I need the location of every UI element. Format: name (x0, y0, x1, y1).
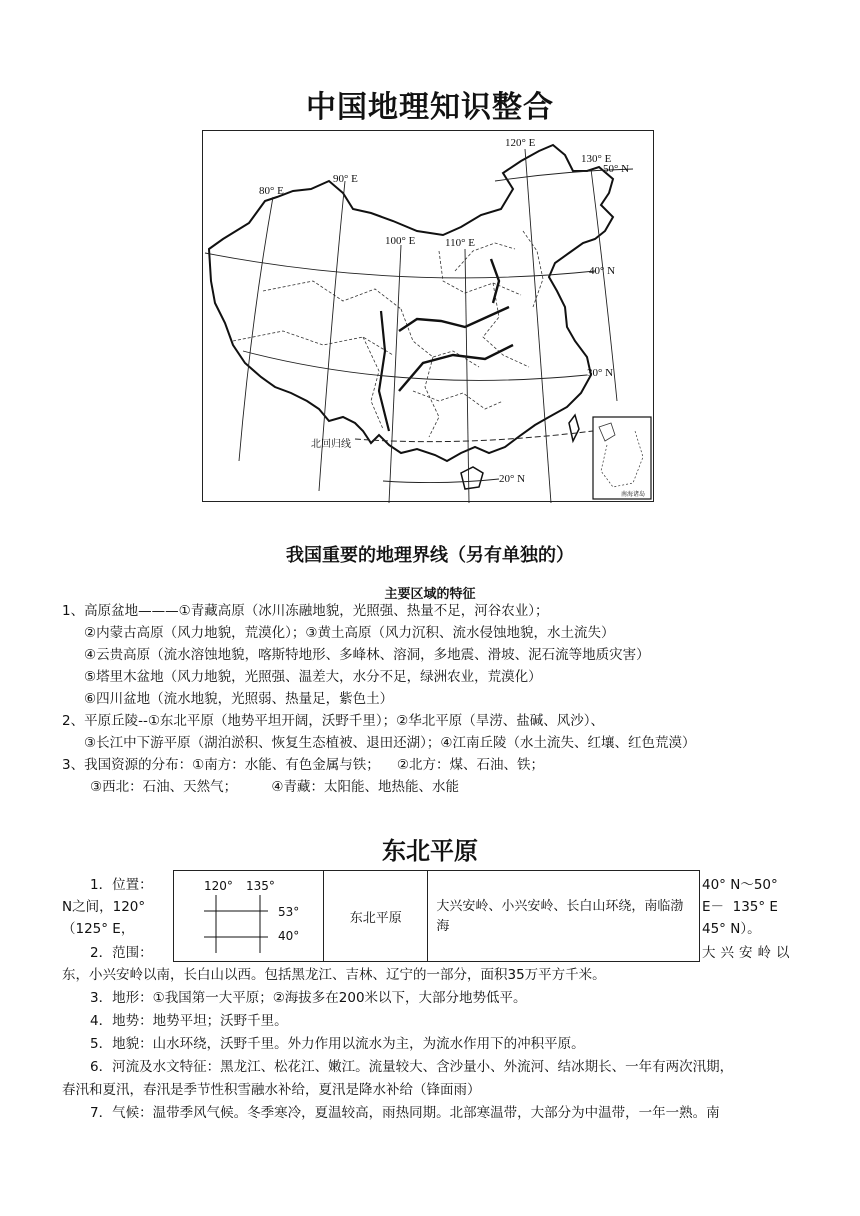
range-frag-r4: 大兴安岭以 (702, 945, 795, 961)
label-inset: 南海诸岛 (621, 491, 646, 498)
item-climate: 7．气候：温带季风气候。冬季寒冷，夏温较高，雨热同期。北部寒温带，大部分为中温带，一年一熟。南 (90, 1105, 720, 1121)
item-relief: 4．地势：地势平坦；沃野千里。 (90, 1013, 288, 1029)
diagram-label-53: 53° (278, 905, 300, 919)
divide-line-3 (399, 345, 513, 391)
position-frag-r2: E－ 135° E (702, 899, 778, 915)
label-lon90: 90° E (333, 173, 358, 185)
diagram-label-40: 40° (278, 929, 300, 943)
section-heading-northeast-plain: 东北平原 (382, 837, 478, 865)
label-lat50: 50° N (603, 163, 630, 175)
region-line-7: ③长江中下游平原（湖泊淤积、恢复生态植被、退田还湖）；④江南丘陵（水土流失、红壤、红色荒漠） (84, 735, 696, 751)
region-line-9: ③西北：石油、天然气； ④青藏：太阳能、地热能、水能 (90, 779, 460, 795)
tropic-of-cancer (355, 431, 593, 442)
position-frag-2: N之间，120° (62, 899, 146, 915)
diagram-label-135: 135° (246, 879, 275, 893)
table-name-cell (324, 871, 428, 961)
item-terrain: 3．地形：①我国第一大平原；②海拔多在200米以下，大部分地势低平。 (90, 990, 527, 1006)
range-continued: 东，小兴安岭以南，长白山以西。包括黑龙江、吉林、辽宁的一部分，面积35万平方千米。 (62, 967, 606, 983)
province-borders (233, 231, 543, 437)
label-lon80: 80° E (259, 185, 284, 197)
label-lon110: 110° E (445, 237, 475, 249)
parallel-30 (243, 351, 587, 380)
label-lat20: 20° N (499, 473, 526, 485)
region-line-5: ⑥四川盆地（流水地貌，光照弱、热量足，紫色土） (84, 691, 394, 707)
label-lon120: 120° E (505, 137, 536, 149)
label-lon130: 130° E (581, 153, 612, 165)
diagram-label-120: 120° (204, 879, 233, 893)
section-subheading-regions: 主要区域的特征 (384, 587, 476, 602)
range-label: 2．范围： (90, 945, 153, 961)
taiwan-island (569, 415, 579, 441)
table-diagram-cell (174, 871, 324, 961)
hainan-island (461, 467, 483, 489)
divide-line-2 (491, 259, 499, 303)
region-line-4: ⑤塔里木盆地（风力地貌，光照强、温差大，水分不足，绿洲农业，荒漠化） (84, 669, 542, 685)
item-rivers: 6．河流及水文特征：黑龙江、松花江、嫩江。流量较大、含沙量小、外流河、结冰期长、一年有两次汛期， (90, 1059, 734, 1075)
region-line-2: ②内蒙古高原（风力地貌，荒漠化）；③黄土高原（风力沉积、流水侵蚀地貌，水土流失） (84, 625, 615, 641)
table-region-name: 东北平原 (349, 910, 402, 926)
region-line-8: 3、我国资源的分布：①南方：水能、有色金属与铁； ②北方：煤、石油、铁； (62, 757, 544, 773)
divide-line-4 (379, 311, 389, 431)
position-frag-r1: 40° N～50° (702, 877, 778, 893)
meridian-80 (239, 197, 273, 461)
section-heading-boundaries: 我国重要的地理界线（另有单独的） (286, 545, 574, 566)
label-lat30: 30° N (587, 367, 614, 379)
region-line-6: 2、平原丘陵--①东北平原（地势平坦开阔，沃野千里）；②华北平原（旱涝、盐碱、风沙）、 (62, 713, 605, 729)
table-desc-cell (428, 871, 699, 961)
label-tropic: 北回归线 (311, 439, 351, 450)
region-line-3: ④云贵高原（流水溶蚀地貌，喀斯特地形、多峰林、溶洞，多地震、滑坡、泥石流等地质灾害） (84, 647, 650, 663)
divide-line-1 (399, 307, 509, 331)
region-line-1: 1、高原盆地———①青藏高原（冰川冻融地貌，光照强、热量不足，河谷农业）； (62, 603, 549, 619)
item-landform: 5．地貌：山水环绕，沃野千里。外力作用以流水为主，为流水作用下的冲积平原。 (90, 1036, 585, 1052)
label-lat40: 40° N (589, 265, 616, 277)
northeast-plain-table (173, 870, 700, 962)
meridians (239, 149, 617, 503)
meridian-120 (525, 149, 551, 503)
china-map (202, 130, 654, 502)
position-label: 1．位置： (90, 877, 153, 893)
meridian-100 (389, 245, 401, 503)
page-title: 中国地理知识整合 (306, 90, 554, 125)
position-frag-r3: 45° N）。 (702, 921, 761, 937)
item-rivers-continued: 春汛和夏汛，春汛是季节性积雪融水补给，夏汛是降水补给（锋面雨） (62, 1082, 481, 1098)
position-frag-3: （125° E， (62, 921, 135, 937)
meridian-110 (465, 249, 469, 503)
parallels (205, 169, 633, 483)
table-region-desc: 大兴安岭、小兴安岭、长白山环绕，南临渤海 (436, 899, 684, 934)
label-lon100: 100° E (385, 235, 416, 247)
